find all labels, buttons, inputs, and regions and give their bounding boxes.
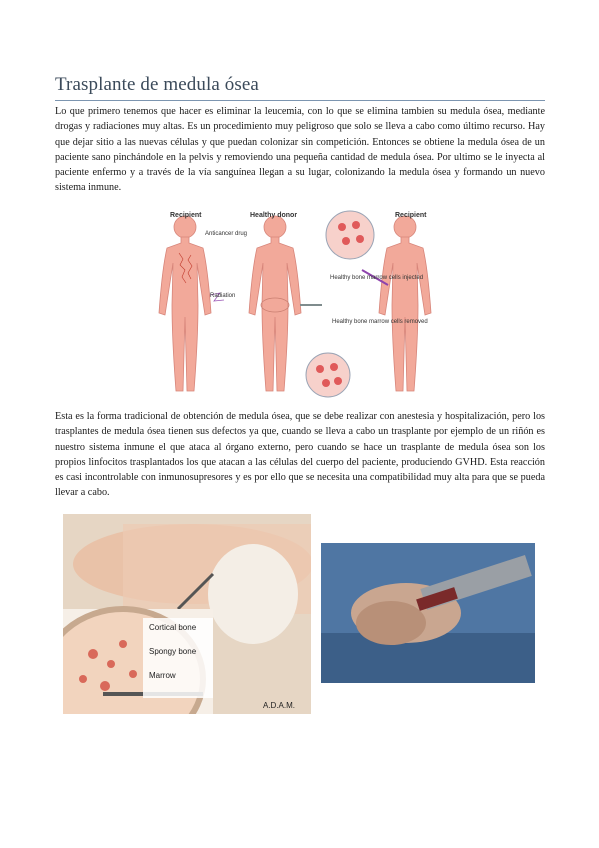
label-anticancer: Anticancer drug [205, 231, 248, 237]
biopsy-illustration [63, 514, 311, 714]
label-removed: Healthy bone marrow cells removed [332, 319, 428, 325]
donor-figure [249, 216, 301, 391]
recipient-left-figure [159, 216, 211, 391]
label-cortical: Cortical bone [149, 623, 197, 632]
label-spongy: Spongy bone [149, 647, 197, 656]
marrow-cells-circle-bottom [306, 353, 350, 397]
label-marrow: Marrow [149, 671, 176, 680]
paragraph-intro: Lo que primero tenemos que hacer es eliminar la leucemia, con lo que se elimina tambien su medula ósea, mediante drogas y radiaciones muy altas. Es un procedimiento muy peligroso que solo se lleva a cabo como último recurso. Hay que dejar sitio a las nuevas células y que puedan colonizar sin competición. Entonces se obtiene la medula ósea de un paciente sano pinchándole en la pelvis y removiendo una pequeña cantidad de medula ósea. Por ultimo se le inyecta al paciente enfermo y a través de la vía sanguínea llegan a su lugar, colonizando la medula ósea y formando un nuevo sistema inmune. [55, 106, 545, 194]
page-title: Trasplante de medula ósea [55, 74, 545, 101]
label-injected: Healthy bone marrow cells injected [330, 275, 424, 281]
label-donor: Healthy donor [250, 212, 298, 219]
marrow-cells-circle-top [326, 211, 374, 259]
paragraph-method: Esta es la forma tradicional de obtención de medula ósea, que se debe realizar con anestesia y hospitalización, pero los trasplantes de medula ósea tienen sus defectos ya que, cuando se lleva a cabo un trasplante por ejemplo de un riñón es nuestro sistema inmune el que ataca al órgano externo, pero cuando se hace un trasplante de medula ósea son los propios linfocitos trasplantados los que atacan a las células del cuerpo del paciente, produciendo GVHD. Esta reacción es casi incontrolable con inmunosupresores y es por ello que se necesita una compatibilidad muy alta para que se pueda llevar a cabo. [55, 411, 545, 499]
label-radiation: Radiation [210, 293, 236, 299]
watermark-logo: A.D.A.M. [263, 701, 296, 710]
label-recipient-left: Recipient [170, 212, 202, 219]
label-recipient-right: Recipient [395, 212, 427, 219]
recipient-right-figure [379, 216, 431, 391]
aspiration-photo [321, 543, 535, 683]
transplant-diagram [150, 205, 450, 401]
